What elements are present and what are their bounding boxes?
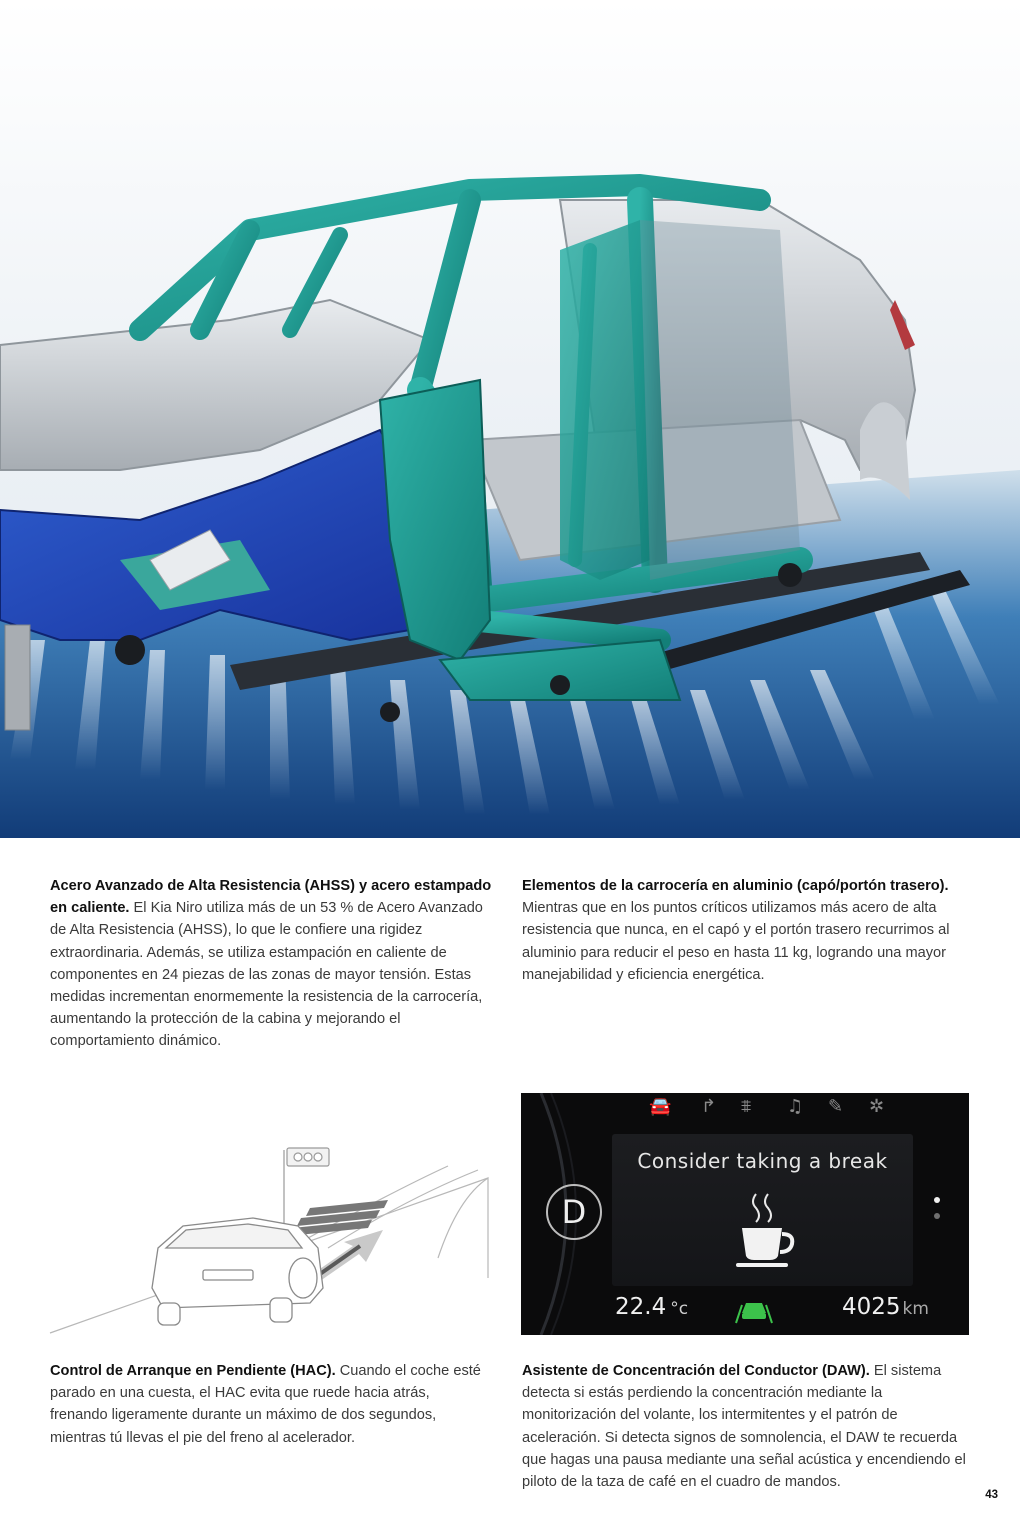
section-daw-title: Asistente de Concentración del Conductor (DAW). [522, 1363, 870, 1379]
section-aluminium-body: Mientras que en los puntos críticos utilizamos más acero de alta resistencia que nunca, en el capó y el portón trasero recurrimos al aluminio para reducir el peso en hasta 11 kg, logrando una mayor manejabilidad y eficiencia energética. [522, 900, 950, 983]
page-dot-active [934, 1197, 940, 1203]
car-eco-icon: 🚘 [649, 1096, 672, 1117]
dashboard-display [521, 1093, 969, 1335]
section-daw [522, 1360, 977, 1493]
coffee-cup-icon [730, 1190, 800, 1270]
odometer-readout [842, 1294, 929, 1320]
gear-settings-icon: ✲ [869, 1096, 885, 1117]
section-ahss-title: Acero Avanzado de Alta Resistencia (AHSS) y acero estampado en caliente. [50, 878, 492, 917]
page-dot [934, 1213, 940, 1219]
break-message: Consider taking a break [637, 1149, 888, 1173]
turn-arrow-icon: ↱ [701, 1096, 717, 1117]
odometer-value: 4025 [842, 1294, 901, 1320]
dashboard-screen [612, 1134, 913, 1286]
temperature-value: 22.4 [615, 1294, 667, 1320]
temperature-readout [615, 1294, 688, 1320]
section-ahss [50, 875, 495, 1053]
lane-icon: ⩨ [741, 1096, 752, 1117]
hac-illustration [48, 1138, 503, 1338]
page-number: 43 [985, 1489, 998, 1501]
section-ahss-body: El Kia Niro utiliza más de un 53 % de Acero Avanzado de Alta Resistencia (AHSS), lo que le confiere una rigidez extraordinaria. Además, se utiliza estampación en caliente de componentes en 24 piezas de las zonas de mayor tensión. Estas medidas incrementan enormemente la resistencia de la carrocería, aumentando la protección de la cabina y mejorando el comportamiento dinámico. [50, 900, 483, 1050]
section-aluminium [522, 875, 972, 986]
gear-letter: D [561, 1193, 587, 1231]
section-hac-body: Cuando el coche esté parado en una cuesta, el HAC evita que ruede hacia atrás, frenando ligeramente durante un máximo de dos segundos, mientras tú llevas el pie del freno al acelerador. [50, 1363, 481, 1446]
lane-assist-icon [734, 1299, 774, 1325]
music-icon: ♫ [787, 1096, 804, 1117]
gear-indicator [546, 1184, 602, 1240]
section-daw-body: El sistema detecta si estás perdiendo la concentración mediante la monitorización del volante, los intermitentes y el patrón de aceleración. Si detecta signos de somnolencia, el DAW te recuerda que hagas una pausa mediante una señal acústica y encendiendo el piloto de la taza de café en el cuadro de mandos. [522, 1363, 966, 1491]
section-hac-title: Control de Arranque en Pendiente (HAC). [50, 1363, 336, 1379]
temperature-unit: °c [670, 1299, 689, 1319]
odometer-unit: km [902, 1299, 929, 1319]
section-hac [50, 1360, 490, 1449]
section-aluminium-title: Elementos de la carrocería en aluminio (capó/portón trasero). [522, 878, 949, 894]
wrench-icon: ✎ [828, 1096, 844, 1117]
